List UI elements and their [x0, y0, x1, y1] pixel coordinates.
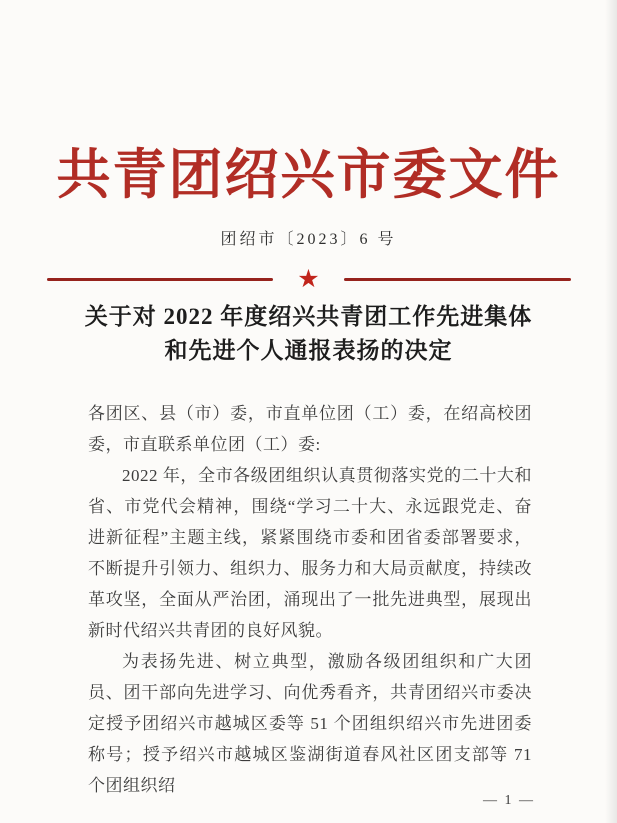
body-paragraph-2: 为表扬先进、树立典型，激励各级团组织和广大团员、团干部向先进学习、向优秀看齐，共青团绍兴市委决定授予团绍兴市越城区委等 51 个团组织绍兴市先进团委称号；授予绍兴市越城区鉴湖街道春风社区团支部等 71 个团组织绍 [88, 652, 532, 795]
document-title-line-2: 和先进个人通报表扬的决定 [164, 338, 453, 363]
letterhead-title: 共青团绍兴市委文件 [56, 145, 561, 205]
document-title [0, 300, 617, 368]
document-title-line-1: 关于对 2022 年度绍兴共青团工作先进集体 [84, 304, 533, 329]
red-star-icon: ★ [297, 264, 320, 293]
doc-number: 团绍市〔2023〕6 号 [220, 231, 397, 248]
divider-rule-right [344, 278, 571, 281]
document-body [88, 398, 532, 801]
divider-rule-left [47, 278, 274, 281]
body-paragraph-1: 2022 年，全市各级团组织认真贯彻落实党的二十大和省、市党代会精神，围绕“学习二十大、永远跟党走、奋进新征程”主题主线，紧紧围绕市委和团省委部署要求，不断提升引领力、组织力、服务力和大局贡献度，持续改革攻坚，全面从严治团，涌现出了一批先进典型，展现出新时代绍兴共青团的良好风貌。 [88, 466, 532, 640]
salutation: 各团区、县（市）委，市直单位团（工）委，在绍高校团委，市直联系单位团（工）委: [88, 404, 532, 454]
red-divider [47, 266, 571, 292]
page-number: — 1 — [483, 793, 535, 808]
